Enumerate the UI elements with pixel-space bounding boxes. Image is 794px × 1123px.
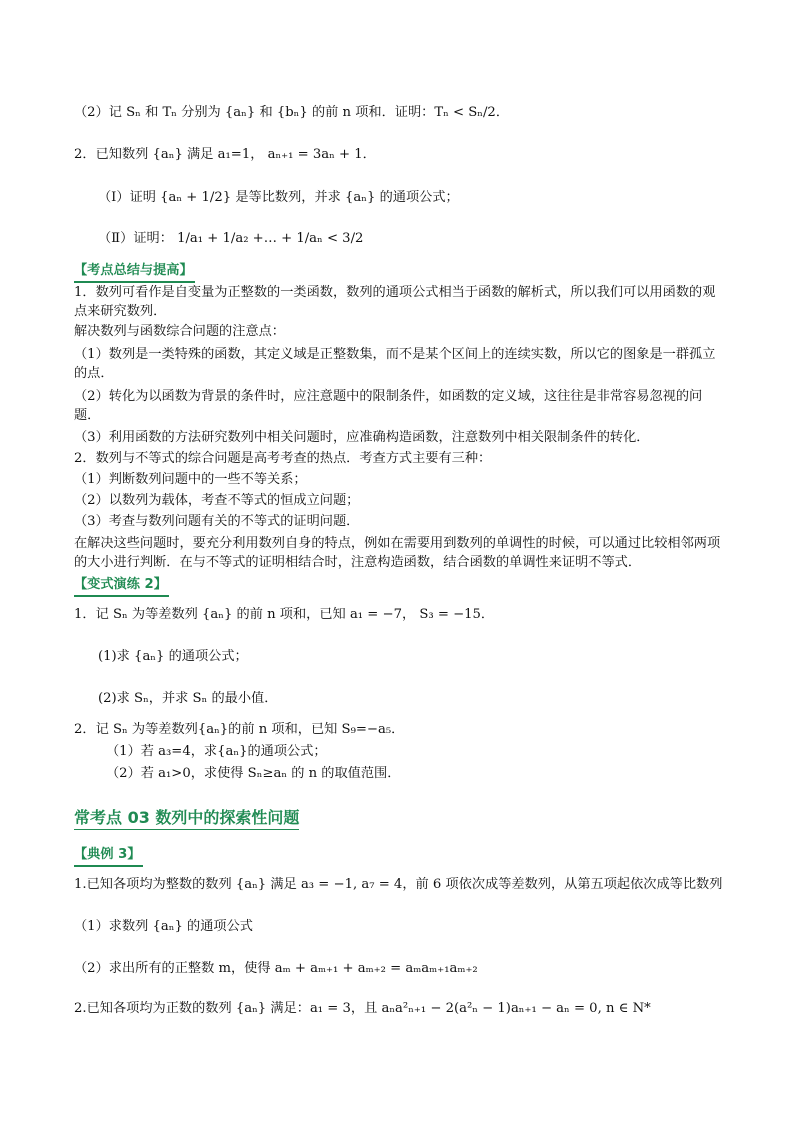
summary-para-7: （1）判断数列问题中的一些不等关系；: [74, 472, 307, 487]
example-problem-1-part-1: （1）求数列 {aₙ} 的通项公式: [74, 919, 253, 934]
problem-2-part-1: （Ⅰ）证明 {aₙ + 1/2} 是等比数列，并求 {aₙ} 的通项公式；: [98, 190, 459, 205]
summary-para-4: （2）转化为以函数为背景的条件时，应注意题中的限制条件，如函数的定义域，这往往是非常容易忽视的问题．: [74, 389, 703, 423]
variant-tag: 【变式演练 2】: [74, 576, 169, 597]
example-tag: 【典例 3】: [74, 846, 143, 867]
variant-problem-1: 1．记 Sₙ 为等差数列 {aₙ} 的前 n 项和，已知 a₁ = −7， S₃ = −15．: [74, 607, 495, 622]
problem-2-statement: 2．已知数列 {aₙ} 满足 a₁=1， aₙ₊₁ = 3aₙ + 1．: [74, 147, 376, 162]
problem-2-part-2: （Ⅱ）证明： 1/a₁ + 1/a₂ +… + 1/aₙ < 3/2: [98, 231, 364, 246]
summary-para-2: 解决数列与函数综合问题的注意点：: [74, 324, 285, 339]
variant-problem-1-part-1: (1)求 {aₙ} 的通项公式；: [98, 649, 248, 664]
section-heading-example: [74, 846, 143, 867]
section-heading-variant: [74, 576, 169, 597]
summary-para-9: （3）考查与数列问题有关的不等式的证明问题．: [74, 514, 360, 529]
variant-problem-2: 2．记 Sₙ 为等差数列{aₙ}的前 n 项和，已知 S₉=−a₅．: [74, 722, 405, 737]
problem-1-part-2: （2）记 Sₙ 和 Tₙ 分别为 {aₙ} 和 {bₙ} 的前 n 项和．证明：Tₙ < Sₙ/2．: [74, 105, 510, 120]
example-problem-1-part-2: （2）求出所有的正整数 m，使得 aₘ + aₘ₊₁ + aₘ₊₂ = aₘaₘ₊₁aₘ₊₂: [74, 961, 478, 976]
section-heading-summary: [74, 262, 195, 283]
example-problem-1: 1.已知各项均为整数的数列 {aₙ} 满足 a₃ = −1, a₇ = 4，前 6 项依次成等差数列，从第五项起依次成等比数列: [74, 877, 723, 892]
summary-para-10: 在解决这些问题时，要充分利用数列自身的特点，例如在需要用到数列的单调性的时候，可以通过比较相邻两项的大小进行判断．在与不等式的证明相结合时，注意构造函数，结合函数的单调性来证明不等式．: [74, 536, 721, 570]
example-problem-2: 2.已知各项均为正数的数列 {aₙ} 满足：a₁ = 3，且 aₙa²ₙ₊₁ − 2(a²ₙ − 1)aₙ₊₁ − aₙ = 0, n ∈ N*: [74, 1001, 651, 1016]
variant-problem-2-part-1: （1）若 a₃=4，求{aₙ}的通项公式；: [106, 744, 327, 759]
section-title-03: [74, 809, 299, 830]
summary-para-6: 2．数列与不等式的综合问题是高考考查的热点．考查方式主要有三种：: [74, 451, 492, 466]
variant-problem-1-part-2: (2)求 Sₙ，并求 Sₙ 的最小值．: [98, 691, 278, 706]
variant-problem-2-part-2: （2）若 a₁>0，求使得 Sₙ≥aₙ 的 n 的取值范围．: [106, 766, 401, 781]
summary-para-3: （1）数列是一类特殊的函数，其定义域是正整数集，而不是某个区间上的连续实数，所以它的图象是一群孤立的点．: [74, 347, 716, 381]
summary-para-5: （3）利用函数的方法研究数列中相关问题时，应准确构造函数，注意数列中相关限制条件的转化．: [74, 430, 650, 445]
summary-para-8: （2）以数列为载体，考查不等式的恒成立问题；: [74, 493, 360, 508]
section-title-text: 常考点 03 数列中的探索性问题: [74, 809, 299, 830]
summary-para-1: 1．数列可看作是自变量为正整数的一类函数，数列的通项公式相当于函数的解析式，所以我们可以用函数的观点来研究数列．: [74, 285, 716, 319]
summary-tag: 【考点总结与提高】: [74, 262, 195, 283]
